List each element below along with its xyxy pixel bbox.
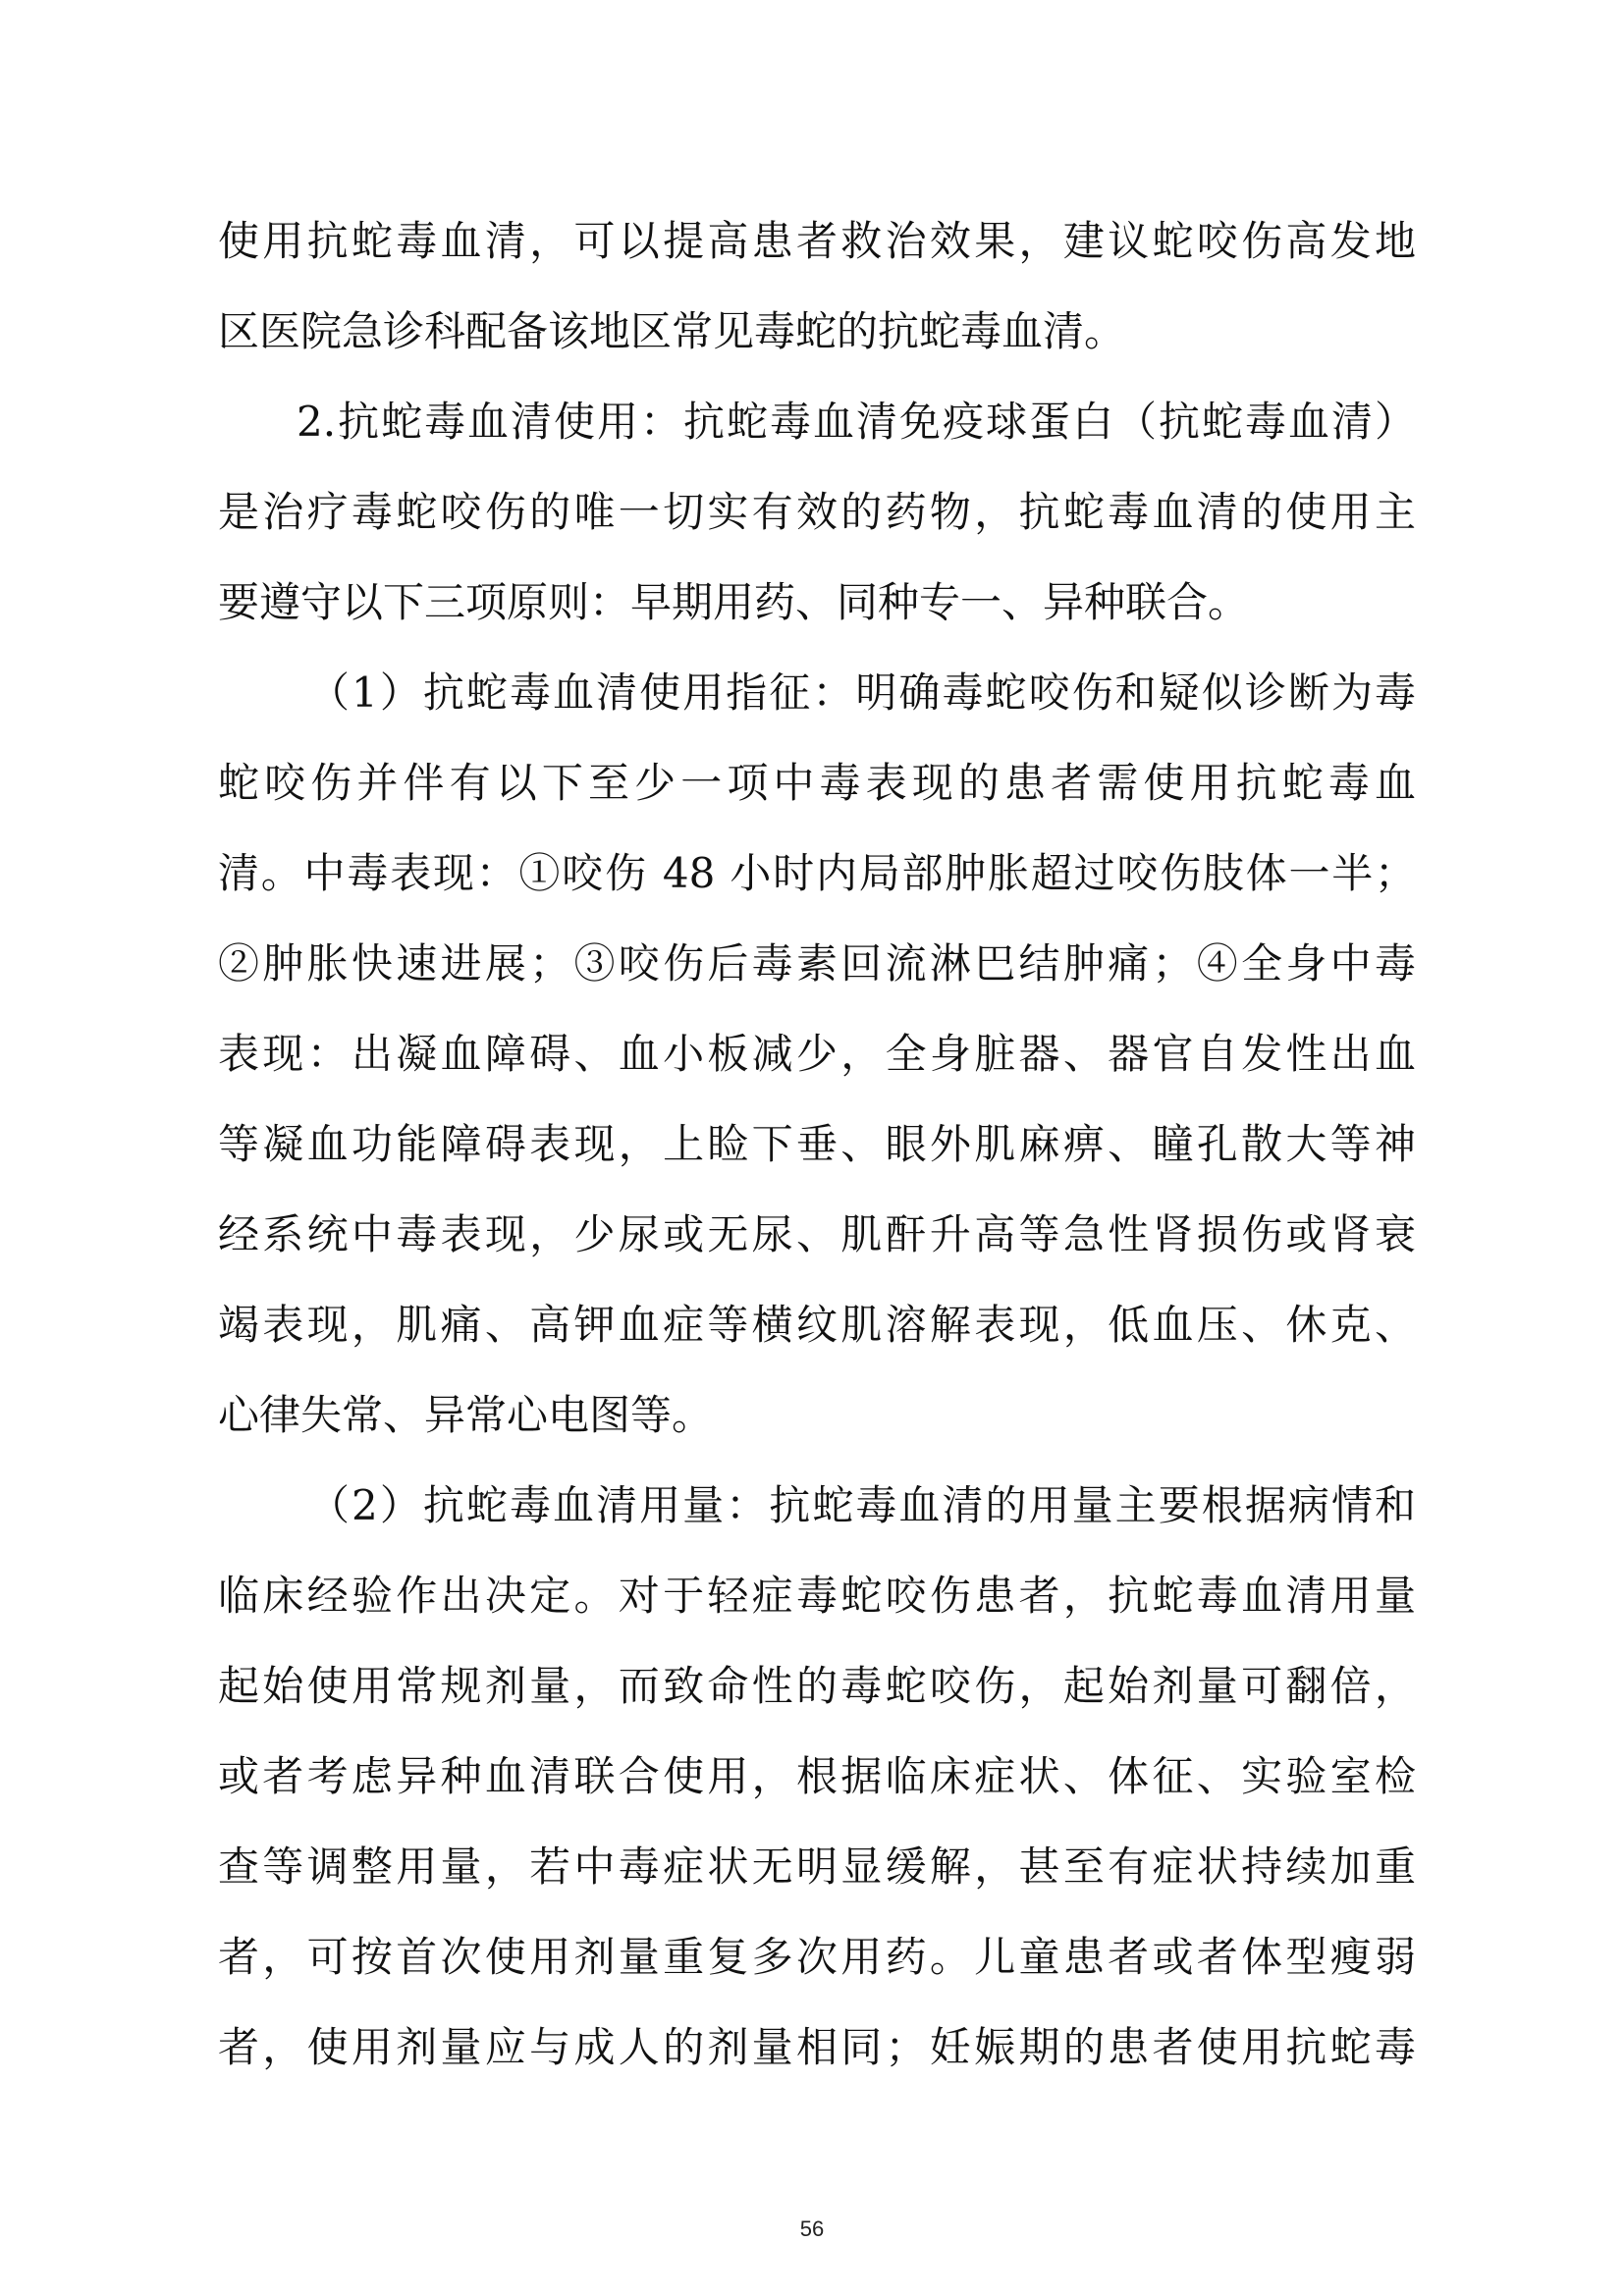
text-line: 经系统中毒表现，少尿或无尿、肌酐升高等急性肾损伤或肾衰 bbox=[218, 1210, 1416, 1258]
text-line: 等凝血功能障碍表现，上睑下垂、眼外肌麻痹、瞳孔散大等神 bbox=[218, 1120, 1416, 1168]
text-line: 查等调整用量，若中毒症状无明显缓解，甚至有症状持续加重 bbox=[218, 1842, 1416, 1891]
text-line: ②肿胀快速进展；③咬伤后毒素回流淋巴结肿痛；④全身中毒 bbox=[218, 939, 1416, 988]
text-line: 区医院急诊科配备该地区常见毒蛇的抗蛇毒血清。 bbox=[218, 307, 1126, 355]
text-line: 者，使用剂量应与成人的剂量相同；妊娠期的患者使用抗蛇毒 bbox=[218, 2023, 1416, 2071]
text-line: 临床经验作出决定。对于轻症毒蛇咬伤患者，抗蛇毒血清用量 bbox=[218, 1572, 1416, 1620]
text-line: （1）抗蛇毒血清使用指征：明确毒蛇咬伤和疑似诊断为毒 bbox=[308, 668, 1416, 717]
text-line: 心律失常、异常心电图等。 bbox=[218, 1391, 714, 1439]
text-line: 使用抗蛇毒血清，可以提高患者救治效果，建议蛇咬伤高发地 bbox=[218, 217, 1416, 265]
text-line: 2.抗蛇毒血清使用：抗蛇毒血清免疫球蛋白（抗蛇毒血清） bbox=[297, 398, 1416, 446]
text-line: 表现：出凝血障碍、血小板减少，全身脏器、器官自发性出血 bbox=[218, 1030, 1416, 1078]
text-line: 或者考虑异种血清联合使用，根据临床症状、体征、实验室检 bbox=[218, 1752, 1416, 1800]
text-line: （2）抗蛇毒血清用量：抗蛇毒血清的用量主要根据病情和 bbox=[308, 1481, 1416, 1529]
text-line: 竭表现，肌痛、高钾血症等横纹肌溶解表现，低血压、休克、 bbox=[218, 1301, 1416, 1349]
text-line: 者，可按首次使用剂量重复多次用药。儿童患者或者体型瘦弱 bbox=[218, 1933, 1416, 1981]
text-line: 蛇咬伤并伴有以下至少一项中毒表现的患者需使用抗蛇毒血 bbox=[218, 759, 1416, 807]
text-line: 是治疗毒蛇咬伤的唯一切实有效的药物，抗蛇毒血清的使用主 bbox=[218, 488, 1416, 536]
page-number: 56 bbox=[799, 2216, 825, 2241]
body-text bbox=[218, 206, 1416, 2103]
text-line: 起始使用常规剂量，而致命性的毒蛇咬伤，起始剂量可翻倍， bbox=[218, 1662, 1416, 1710]
text-line: 清。中毒表现：①咬伤 48 小时内局部肿胀超过咬伤肢体一半； bbox=[218, 849, 1416, 897]
text-line: 要遵守以下三项原则：早期用药、同种专一、异种联合。 bbox=[218, 578, 1250, 626]
